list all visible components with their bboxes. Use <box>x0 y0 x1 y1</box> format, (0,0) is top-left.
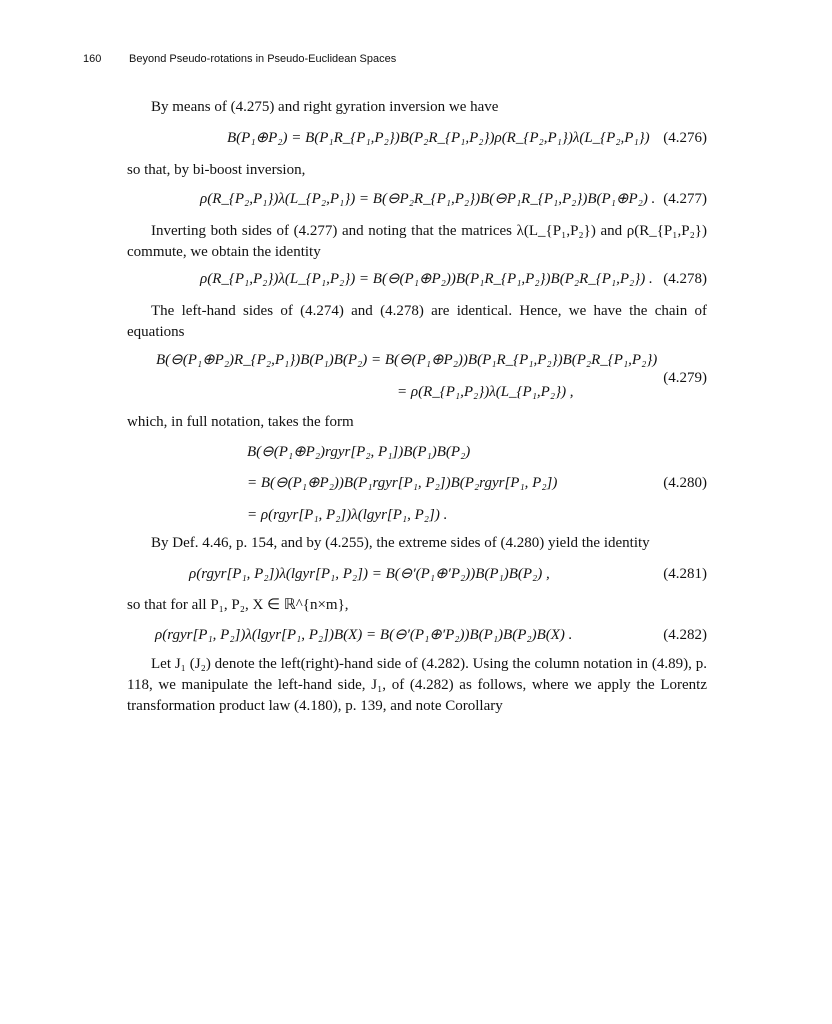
equation-4280-line-3: = ρ(rgyr[P₁, P₂])λ(lgyr[P₁, P₂]) . <box>247 507 448 523</box>
equation-number-4277: (4.277) <box>663 191 707 207</box>
paragraph-7: so that for all P₁, P₂, X ∈ ℝ^{n×m}, <box>127 597 349 613</box>
running-header <box>83 53 396 65</box>
equation-number-4280: (4.280) <box>663 475 707 491</box>
equation-4277: ρ(R_{P₂,P₁})λ(L_{P₂,P₁}) = B(⊖P₂R_{P₁,P₂})B(⊖P₁R_{P₁,P₂})B(P₁⊕P₂) . <box>200 191 656 207</box>
equation-number-4282: (4.282) <box>663 627 707 643</box>
running-title: Beyond Pseudo-rotations in Pseudo-Euclidean Spaces <box>129 53 397 65</box>
equation-number-4281: (4.281) <box>663 566 707 582</box>
paragraph-2: so that, by bi-boost inversion, <box>127 162 306 178</box>
paragraph-8: Let J₁ (J₂) denote the left(right)-hand side of (4.282). Using the column notation in (4.89), p. 118, we manipulate the left-hand side, J₁, of (4.282) as follows, where we apply the Lorentz transformation product law (4.180), p. 139, and note Corollary <box>127 656 707 714</box>
equation-4280-line-2: = B(⊖(P₁⊕P₂))B(P₁rgyr[P₁, P₂])B(P₂rgyr[P₁, P₂]) <box>247 475 558 491</box>
equation-4282: ρ(rgyr[P₁, P₂])λ(lgyr[P₁, P₂])B(X) = B(⊖′(P₁⊕′P₂))B(P₁)B(P₂)B(X) . <box>155 627 573 643</box>
equation-4280-line-1: B(⊖(P₁⊕P₂)rgyr[P₂, P₁])B(P₁)B(P₂) <box>247 444 471 460</box>
equation-4278: ρ(R_{P₁,P₂})λ(L_{P₁,P₂}) = B(⊖(P₁⊕P₂))B(P₁R_{P₁,P₂})B(P₂R_{P₁,P₂}) . <box>200 271 653 287</box>
paragraph-1: By means of (4.275) and right gyration inversion we have <box>151 99 499 115</box>
equation-number-4276: (4.276) <box>663 130 707 146</box>
equation-4281: ρ(rgyr[P₁, P₂])λ(lgyr[P₁, P₂]) = B(⊖′(P₁⊕′P₂))B(P₁)B(P₂) , <box>189 566 550 582</box>
paragraph-4: The left-hand sides of (4.274) and (4.278) are identical. Hence, we have the chain of equations <box>127 303 707 340</box>
equation-number-4278: (4.278) <box>663 271 707 287</box>
equation-4276: B(P₁⊕P₂) = B(P₁R_{P₁,P₂})B(P₂R_{P₁,P₂})ρ(R_{P₂,P₁})λ(L_{P₂,P₁}) <box>227 130 650 146</box>
paragraph-3: Inverting both sides of (4.277) and noting that the matrices λ(L_{P₁,P₂}) and ρ(R_{P₁,P₂}) commute, we obtain the identity <box>127 223 707 260</box>
paragraph-6: By Def. 4.46, p. 154, and by (4.255), the extreme sides of (4.280) yield the identity <box>151 535 650 551</box>
equation-4279-line-2: = ρ(R_{P₁,P₂})λ(L_{P₁,P₂}) , <box>397 384 574 400</box>
equation-number-4279: (4.279) <box>663 370 707 386</box>
page-number: 160 <box>83 53 102 65</box>
paragraph-5: which, in full notation, takes the form <box>127 414 354 430</box>
equation-4279-line-1: B(⊖(P₁⊕P₂)R_{P₂,P₁})B(P₁)B(P₂) = B(⊖(P₁⊕P₂))B(P₁R_{P₁,P₂})B(P₂R_{P₁,P₂}) <box>156 352 658 368</box>
